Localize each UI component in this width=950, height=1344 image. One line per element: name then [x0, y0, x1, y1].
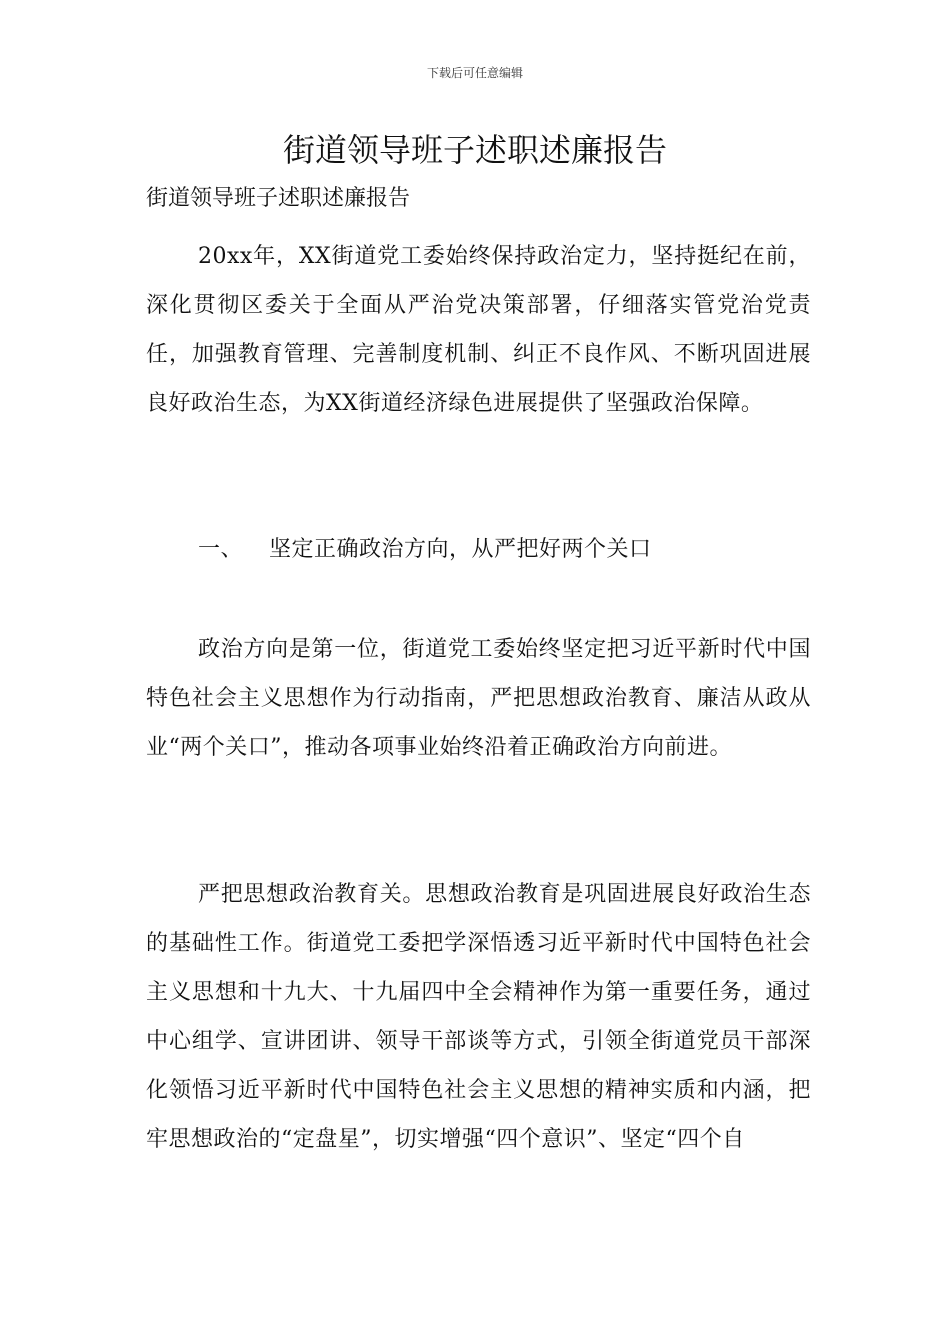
- body-paragraph-ideological-education: 严把思想政治教育关。思想政治教育是巩固进展良好政治生态的基础性工作。街道党工委把学深悟透习近平新时代中国特色社会主义思想和十九大、十九届四中全会精神作为第一重要任务，通过中心组学、宣讲团讲、领导干部谈等方式，引领全街道党员干部深化领悟习近平新时代中国特色社会主义思想的精神实质和内涵，把牢思想政治的“定盘星”，切实增强“四个意识”、坚定“四个自: [146, 882, 811, 1152]
- section-number: 一、: [198, 537, 244, 562]
- document-subtitle: 街道领导班子述职述廉报告: [146, 186, 411, 211]
- page-header-note: 下载后可任意编辑: [426, 66, 523, 80]
- intro-paragraph: 20xx年，XX街道党工委始终保持政治定力，坚持挺纪在前，深化贯彻区委关于全面从严治党决策部署，仔细落实管党治党责任，加强教育管理、完善制度机制、纠正不良作风、不断巩固进展良好政治生态，为XX街道经济绿色进展提供了坚强政治保障。: [146, 244, 811, 416]
- section-heading-1: [198, 528, 652, 572]
- section-heading-text: 坚定正确政治方向，从严把好两个关口: [269, 537, 652, 562]
- document-title: 街道领导班子述职述廉报告: [282, 131, 667, 169]
- body-paragraph-political-direction: 政治方向是第一位，街道党工委始终坚定把习近平新时代中国特色社会主义思想作为行动指南，严把思想政治教育、廉洁从政从业“两个关口”，推动各项事业始终沿着正确政治方向前进。: [146, 637, 811, 760]
